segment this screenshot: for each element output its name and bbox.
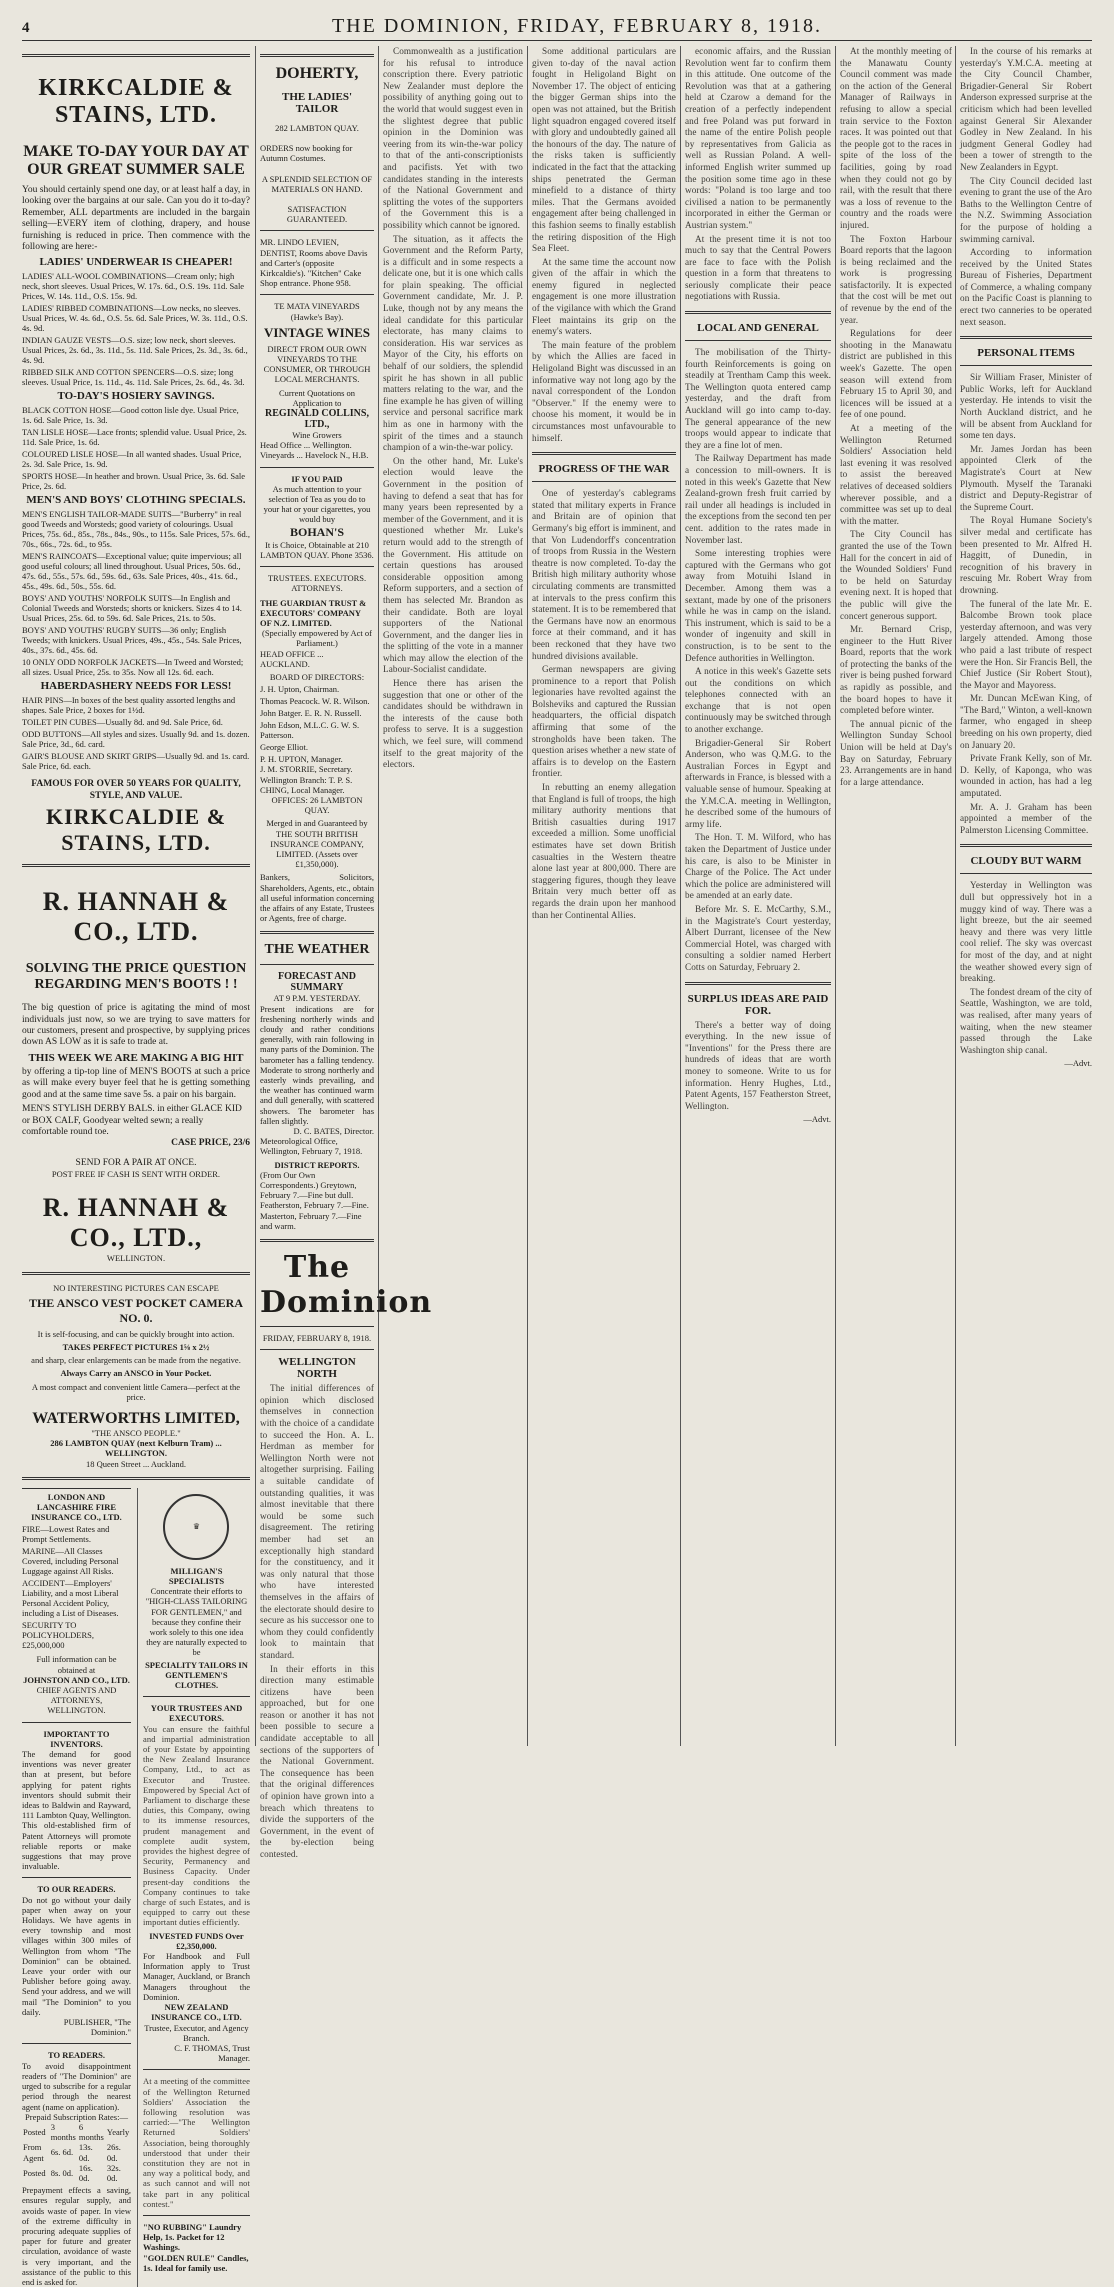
- column-4: [532, 46, 676, 1746]
- weather-time: AT 9 P.M. YESTERDAY.: [273, 993, 361, 1004]
- weather-sub: FORECAST AND SUMMARY: [278, 971, 356, 994]
- ansco-address: 286 LAMBTON QUAY (next Kelburn Tram) ... WELLINGTON.: [50, 1438, 222, 1459]
- guardian-merged: Merged in and Guaranteed by THE SOUTH BRITISH INSURANCE COMPANY, LIMITED. (Assets over £1,350,000).: [266, 818, 368, 870]
- london-lancashire-info: Full information can be obtained at: [36, 1654, 117, 1675]
- cloudy-head: CLOUDY BUT WARM: [970, 855, 1082, 868]
- column-rule: [255, 46, 256, 1746]
- column-5-text-top: economic affairs, and the Russian Revolution went far to confirm them in this attitude. One outcome of the Revolution was that at a gathering held at Czarow a demand for the creation of a perfectly independent and free Poland was put forward in the name of the entire Polish people by representatives from Galicia as well as Russian Poland. A well-informed English writer summed up the position some time ago in these words: "Poland is too large and too civilised a nation to be permanently incorporated in either the German or Austrian system." At the present time it is not too much to say that the Central Powers are face to face with the Polish question in a form that threatens to seriously complicate their peace negotiations with Russia.: [685, 46, 831, 302]
- public-trust-head: YOUR TRUSTEES AND EXECUTORS.: [150, 1703, 243, 1724]
- inventors-body: The demand for good inventions was never greater than at present, but before applying for patent rights inventors should submit their ideas to Baldwin and Rayward, 111 Lambton Quay, Wellington. This old-established firm of Patent Attorneys will promote reliable reports or make suggestions that may prove invaluable.: [22, 1749, 131, 1872]
- guardian-director: Thomas Peacock. W. R. Wilson.: [260, 696, 370, 707]
- bohan-head: IF YOU PAID: [291, 473, 343, 484]
- kirkcaldie-name: KIRKCALDIE & STAINS, LTD.: [38, 75, 234, 128]
- readers2-rates-head: Prepaid Subscription Rates:—: [25, 2111, 128, 2122]
- vineyards-firm: REGINALD COLLINS, LTD.,: [265, 408, 369, 431]
- left-ad-column: [22, 46, 251, 2287]
- doherty-orders: ORDERS now booking for Autumn Costumes.: [260, 143, 353, 164]
- rsa-meeting-text: At a meeting of the committee of the Wellington Returned Soldiers' Association the following resolution was carried:—"The Wellington Returned Soldiers' Association, being thoroughly understood that under their constitution they are not in any way a political body, and as such cannot and will not take part in any political contest.": [142, 2076, 250, 2209]
- weather-district: DISTRICT REPORTS.: [274, 1159, 360, 1170]
- kirkcaldie-section-men: MEN'S AND BOYS' CLOTHING SPECIALS.: [26, 494, 246, 507]
- vineyards-title: VINTAGE WINES: [263, 324, 371, 340]
- hannah-headline: SOLVING THE PRICE QUESTION REGARDING MEN'S BOOTS ! !: [25, 961, 247, 993]
- kirkcaldie-footer-name: KIRKCALDIE & STAINS, LTD.: [45, 804, 227, 856]
- column-rule: [835, 46, 836, 1746]
- rates-cell: Posted: [23, 2127, 46, 2137]
- rates-cell: 6s. 6d.: [50, 2147, 74, 2158]
- rates-cell: 13s. 0d.: [78, 2142, 93, 2163]
- guardian-director: J. H. Upton, Chairman.: [260, 684, 340, 695]
- doherty-selection: A SPLENDID SELECTION OF MATERIALS ON HAND.: [261, 173, 373, 194]
- column-4-text-top: Some additional particulars are given to-day of the naval action fought in Heligoland Bight on November 17. The object of enticing the bigger German ships into the open was not attained, but the British light squadron engaged covered itself with glory and undoubtedly gained all the honours of the day. The nature of the risks taken is sufficiently indicated in the fact that the attacking ships penetrated the German minefield to a distance of thirty miles. That the Germans avoided engagement after being challenged in this fashion seems to finally establish the retiring disposition of the High Sea Fleet. At the same time the account now given of the affair in which the enemy figured in neglected engagement is one more illustration of the vigilance with which the Grand Fleet maintains its grip on the enemy's waters. The main feature of the problem by which the Allies are faced in Heligoland Bight was discussed in an informative way not long ago by the naval correspondent of the London "Observer." If the enemy were to choose his moment, it would be in circumstances most unfavourable to himself.: [532, 46, 676, 443]
- kirkcaldie-haber-item: HAIR PINS—In boxes of the best quality assorted lengths and shapes. Sale Price, 2 boxes for 1½d.: [22, 695, 236, 716]
- hannah-offer: MEN'S STYLISH DERBY BALS. in either GLACE KID or BOX CALF, Goodyear welted sewn; a really comfortable round toe.: [22, 1104, 242, 1137]
- doherty-satisfaction: SATISFACTION GUARANTEED.: [286, 204, 348, 225]
- kirkcaldie-headline: MAKE TO-DAY YOUR DAY AT OUR GREAT SUMMER SALE: [23, 143, 249, 178]
- column-6-text: At the monthly meeting of the Manawatu County Council comment was made on the action of the General Manager of Railways in refusing to allow a special train service to the Foxton races. It was pointed out that the people got to the races in spite of the loss of the facilities, going by road when they could not go by rail, with the result that there was a loss of revenue to the country and the roads were injured. The Foxton Harbour Board reports that the lagoon is being reclaimed and the work is progressing satisfactorily. It is expected that the cost will be met out of revenue by the end of the year. Regulations for deer shooting in the Manawatu district are published in this week's Gazette. The open season will extend from February 15 to April 30, and licences will be issued at a fee of one pound. At a meeting of the Wellington Returned Soldiers' Association held last evening it was resolved to assist the bereaved relatives of deceased soldiers wherever possible, and a committee was set up to deal with the matter. The City Council has granted the use of the Town Hall for the concert in aid of the Wounded Soldiers' Fund to be held on Saturday evening next. It is hoped that the public will give the concert generous support. Mr. Bernard Crisp, engineer to the Hutt River Board, reports that the work of protecting the banks of the river is being pushed forward as rapidly as possible, and the board hopes to have it completed before winter. The annual picnic of the Wellington Sunday School Union will be held at Day's Bay on Saturday, February 23. Arrangements are in hand for a large attendance.: [840, 46, 952, 787]
- page-number: 4: [22, 20, 30, 36]
- lower-left-split: [22, 1488, 250, 2287]
- column-2: [260, 46, 433, 1859]
- cloudy-text: Yesterday in Wellington was dull but oppressively hot in a muggy kind of way. There was a light breeze, but the air seemed heavy and there was very little cool relief. The sky was overcast for most of the day, and at night the weather showed every sign of breaking. The fondest dream of the city of Seattle, Washington, we are told, was realised, after many years of waiting, when the new steamer passed through the Lake Washington ship canal.: [960, 880, 1092, 1055]
- column-rule: [955, 46, 956, 1746]
- london-lancashire-line: MARINE—All Classes Covered, including Personal Luggage against All Risks.: [22, 1546, 119, 1577]
- guardian-director: John Edson, M.L.C. G. W. S. Patterson.: [260, 720, 360, 741]
- guardian-office: HEAD OFFICE ... AUCKLAND.: [260, 648, 324, 669]
- public-trust-sign: C. F. THOMAS, Trust Manager.: [174, 2042, 250, 2064]
- rates-cell: 6 months: [78, 2121, 104, 2143]
- london-lancashire-line: FIRE—Lowest Rates and Prompt Settlements.: [22, 1524, 110, 1545]
- kirkcaldie-hosiery-item: COLOURED LISLE HOSE—In all wanted shades. Usual Price, 2s. 3d. Sale Price, 1s. 9d.: [22, 449, 242, 470]
- ansco-pre: NO INTERESTING PICTURES CAN ESCAPE: [53, 1282, 219, 1293]
- wanted-advt: —Advt.: [803, 1114, 831, 1125]
- guardian-offices: OFFICES: 26 LAMBTON QUAY.: [271, 794, 363, 816]
- kirkcaldie-ladies-list: [22, 271, 250, 387]
- london-lancashire-line: ACCIDENT—Employers' Liability, and a most Liberal Personal Accident Policy, including a List of Diseases.: [22, 1578, 119, 1619]
- hannah-body: by offering a tip-top line of MEN'S BOOTS at such a price as will make every buyer feel that he is getting something good and at the same time save 5s. a pair on his bargain.: [22, 1066, 250, 1100]
- dominion-date: FRIDAY, FEBRUARY 8, 1918.: [262, 1333, 372, 1344]
- public-trust-firm: NEW ZEALAND INSURANCE CO., LTD.: [151, 2002, 242, 2023]
- kirkcaldie-haber-item: TOILET PIN CUBES—Usually 8d. and 9d. Sale Price, 6d.: [22, 717, 223, 728]
- weather-head: THE WEATHER: [264, 942, 370, 958]
- guardian-director: George Elliot.: [260, 742, 308, 753]
- guardian-directors: [260, 684, 374, 752]
- readers2-body: To avoid disappointment readers of "The Dominion" are urged to subscribe for a regular period through the nearest agent (name on application).: [22, 2060, 131, 2112]
- kirkcaldie-section-ladies: LADIES' UNDERWEAR IS CHEAPER!: [39, 256, 233, 269]
- rates-row: [22, 2163, 131, 2183]
- ansco-firm-sub: "THE ANSCO PEOPLE.": [91, 1427, 181, 1438]
- kirkcaldie-intro: You should certainly spend one day, or at least half a day, in looking over the bargains at our sale. Can you do it to-day? Remember, ALL departments are included in the bargain selling—EVERY item of clothing, drapery, and house furnishing is reduced in price. Then commence with the following are here:-: [22, 185, 250, 253]
- column-3: [383, 46, 523, 1746]
- wanted-text: There's a better way of doing everything. In the new issue of "Inventions" for the Press there are hundreds of ideas that are worth money to someone. Write to us for information. Henry Hughes, Ltd., Patent Agents, 157 Featherston Street, Wellington.: [685, 1019, 831, 1111]
- weather-office: Meteorological Office, Wellington, February 7, 1918.: [260, 1136, 363, 1157]
- london-lancashire-lines: [22, 1524, 131, 1650]
- kirkcaldie-hosiery-item: SPORTS HOSE—In heather and brown. Usual Price, 3s. 6d. Sale Price, 2s. 6d.: [22, 471, 246, 492]
- personal-text: Sir William Fraser, Minister of Public Works, left for Auckland yesterday. He intends to visit the North Auckland district, and he will be absent from Auckland for some ten days. Mr. James Jordan has been appointed Clerk of the Magistrate's Court at New Plymouth. Myself the Taranaki district and Deputy-Registrar of the Supreme Court. The Royal Humane Society's silver medal and certificate has been presented to Mr. Alfred H. Haggitt, of Dunedin, in recognition of his bravery in rescuing Mr. Robert Wray from drowning. The funeral of the late Mr. E. Balcombe Brown took place yesterday afternoon, and was very largely attended. Among those who paid a last tribute of respect were the Hon. Sir Francis Bell, the Chief Justice (Sir Robert Stout), the Mayor and Mayoress. Mr. Duncan McEwan King, of "The Bard," Winton, a well-known farmer, who engaged in sheep breeding on his own property, died on January 20. Private Frank Kelly, son of Mr. D. Kelly, of Kaponga, who was wounded in action, has had a leg amputated. Mr. A. J. Graham has been appointed a member of the Palmerston Licensing Committee.: [960, 372, 1092, 835]
- bohan-more: It is Choice, Obtainable at 210 LAMBTON QUAY. Phone 3536.: [260, 539, 374, 560]
- london-lancashire-agents: JOHNSTON AND CO., LTD.: [23, 1674, 130, 1685]
- vineyards-quotes: Current Quotations on Application to: [278, 387, 356, 408]
- public-trust-firm-sub: Trustee, Executor, and Agency Branch.: [144, 2022, 249, 2043]
- kirkcaldie-hosiery-list: [22, 405, 250, 491]
- hannah-footer-name: R. HANNAH & CO., LTD.,: [42, 1193, 230, 1253]
- kirkcaldie-section-haber: HABERDASHERY NEEDS FOR LESS!: [40, 680, 232, 693]
- vineyards-head: TE MATA VINEYARDS (Hawke's Bay).: [274, 301, 360, 322]
- hannah-name: R. HANNAH & CO., LTD.: [42, 887, 230, 947]
- progress-head: PROGRESS OF THE WAR: [538, 463, 670, 476]
- readers-body: Do not go without your daily paper when away on your Holidays. We have agents in every township and most villages within 300 miles of Wellington from whom "The Dominion" can be obtained. Leave your order with our Publisher before going away. Send your address, and we will mail "The Dominion" to you daily.: [22, 1894, 131, 2017]
- ansco-firm: WATERWORTHS LIMITED,: [32, 1409, 240, 1427]
- rates-row: [22, 2122, 131, 2142]
- guardian-wellington: Wellington Branch: T. P. S. CHING, Local Manager.: [260, 774, 353, 795]
- kirkcaldie-men-item: BOYS' AND YOUTHS' RUGBY SUITS—36 only; English Tweeds; with knickers. Usual Prices, 49s., 45s., 54s. Sale Prices, 40s., 37s. 6d., 45s. 6d.: [22, 625, 242, 656]
- kirkcaldie-ladies-item: LADIES' RIBBED COMBINATIONS—Low necks, no sleeves. Usual Prices, W. 4s. 6d., O.S. 5s. 6d. Sale Prices, W. 3s. 11d., O.S. 4s. 9d.: [22, 303, 248, 334]
- dentist-body: MR. LINDO LEVIEN, DENTIST, Rooms above Davis and Carter's (opposite Kirkcaldie's). "Kitchen" Cake Shop entrance. Phone 958.: [260, 237, 368, 289]
- ansco-name: THE ANSCO VEST POCKET CAMERA NO. 0.: [28, 1295, 244, 1325]
- guardian-name: THE GUARDIAN TRUST & EXECUTORS' COMPANY OF N.Z. LIMITED.: [260, 597, 367, 628]
- vineyards-direct: DIRECT FROM OUR OWN VINEYARDS TO THE CONSUMER, OR THROUGH LOCAL MERCHANTS.: [263, 343, 371, 385]
- column-rule: [378, 46, 379, 1746]
- guardian-top: TRUSTEES. EXECUTORS. ATTORNEYS.: [267, 573, 367, 594]
- wanted-head: SURPLUS IDEAS ARE PAID FOR.: [687, 992, 829, 1017]
- rates-cell: From Agent: [23, 2142, 44, 2163]
- ansco-line3: and sharp, clear enlargements can be made from the negative.: [31, 1355, 241, 1366]
- guardian-sub: (Specially empowered by Act of Parliament.): [262, 628, 372, 649]
- hannah-send: SEND FOR A PAIR AT ONCE.: [75, 1157, 197, 1168]
- public-trust-funds: INVESTED FUNDS Over £2,350,000.: [149, 1930, 244, 1951]
- milligan-seal-icon: ♛: [163, 1494, 229, 1560]
- hannah-footer-city: WELLINGTON.: [106, 1253, 166, 1264]
- column-rule: [527, 46, 528, 1746]
- london-lancashire-line: SECURITY TO POLICYHOLDERS, £25,000,000: [22, 1620, 95, 1651]
- column-5: [685, 46, 831, 1746]
- readers-head: TO OUR READERS.: [37, 1884, 116, 1895]
- guardian-director: John Batger. E. R. N. Russell.: [260, 708, 362, 719]
- hannah-price: CASE PRICE, 23/6: [171, 1138, 250, 1149]
- readers-sign: PUBLISHER, "The Dominion.": [63, 2017, 131, 2038]
- column-6: [840, 46, 952, 1746]
- london-lancashire-name: LONDON AND LANCASHIRE FIRE INSURANCE CO., LTD.: [22, 1488, 131, 1523]
- ansco-line4: Always Carry an ANSCO in Your Pocket.: [60, 1368, 212, 1379]
- rates-cell: 32s. 0d.: [106, 2162, 121, 2183]
- rates-row: [22, 2142, 131, 2162]
- ansco-address2: 18 Queen Street ... Auckland.: [85, 1458, 187, 1469]
- weather-district-body: (From Our Own Correspondents.) Greytown, February 7.—Fine but dull. Featherston, February 7.—Fine. Masterton, February 7.—Fine and warm.: [260, 1169, 369, 1231]
- doherty-name: DOHERTY,: [275, 65, 359, 82]
- lower-left-b: [137, 1488, 250, 2287]
- kirkcaldie-hosiery-item: TAN LISLE HOSE—Lace fronts; splendid value. Usual Price, 2s. 11d. Sale Price, 1s. 6d.: [22, 427, 247, 448]
- kirkcaldie-ladies-item: LADIES' ALL-WOOL COMBINATIONS—Cream only; high neck, short sleeves. Usual Prices, W. 17s. 6d., O.S. 19s. 11d. Sale Prices, W. 14s. 11d., O.S. 15s. 9d.: [22, 271, 245, 302]
- readers2-head: TO READERS.: [47, 2050, 105, 2061]
- bohan-body: As much attention to your selection of Tea as you do to your hat or your cigarettes, you would buy: [263, 483, 371, 525]
- page-title: THE DOMINION, FRIDAY, FEBRUARY 8, 1918.: [331, 15, 823, 37]
- rates-cell: 16s. 0d.: [78, 2162, 93, 2183]
- dominion-title: The Dominion: [260, 1250, 433, 1321]
- guardian-manager: P. H. UPTON, Manager.: [260, 754, 343, 765]
- weather-body: Present indications are for freshening northerly winds and cloudy and rather conditions generally, with rain following in many parts of the Dominion. The barometer has a falling tendency. Moderate to strong northerly and easterly winds prevailing, and the weather has continued warm and dull generally, with scattered showers. The barometer has fallen slightly.: [260, 1003, 374, 1126]
- bohan-brand: BOHAN'S: [289, 524, 344, 539]
- hannah-intro: The big question of price is agitating the mind of most individuals just now, so we are trying to save matters for our customers, present and prospective, by supplying prices down AS LOW as it is safe to trade at.: [22, 1003, 250, 1048]
- kirkcaldie-haber-item: ODD BUTTONS—All styles and sizes. Usually 9d. and 1s. dozen. Sale Price, 3d., 6d. card.: [22, 729, 250, 750]
- readers2-note: Prepayment effects a saving, ensures regular supply, and avoids waste of paper. In view of the extreme difficulty in procuring adequate supplies of paper for future and greater circulation, avoidance of waste is very important, and the assistance of the public to this end is asked for.: [22, 2185, 131, 2287]
- milligan-tag: SPECIALITY TAILORS IN GENTLEMEN'S CLOTHES.: [145, 1659, 248, 1690]
- rates-cell: 3 months: [50, 2121, 76, 2143]
- kirkcaldie-haber-item: GAIR'S BLOUSE AND SKIRT GRIPS—Usually 9d. and 1s. card. Sale Price, 6d. each.: [22, 751, 250, 772]
- kirkcaldie-ladies-item: RIBBED SILK AND COTTON SPENCERS—O.S. size; long sleeves. Usual Price, 1s. 11d., 4s. 11d. Sale Prices, 2s. 6d., 4s. 3d.: [22, 367, 245, 388]
- cloudy-advt: —Advt.: [1064, 1058, 1092, 1069]
- kirkcaldie-section-hosiery: TO-DAY'S HOSIERY SAVINGS.: [57, 390, 215, 403]
- doherty-line1: THE LADIES' TAILOR: [282, 91, 352, 115]
- column-7-text-top: In the course of his remarks at yesterday's Y.M.C.A. meeting at the City Council Chamber, Brigadier-General Sir Robert Anderson expressed surprise at the criticism which had been levelled against General Sir Alexander Godley in New Zealand. In his judgment General Godley had been a tower of strength to the New Zealanders in Egypt. The City Council decided last evening to grant the use of the Aro Baths to the Wellington Centre of the N.Z. Swimming Association for the purpose of holding a swimming carnival. According to information received by the United States Bureau of Fisheries, Department of Commerce, a whaling company on the Pacific Coast is planning to erect two canneries to be operated next season.: [960, 46, 1092, 327]
- rubbing-head: "NO RUBBING" Laundry Help, 1s. Packet for 12 Washings.: [142, 2221, 242, 2253]
- weather-sign: D. C. BATES, Director.: [293, 1126, 374, 1137]
- local-head: LOCAL AND GENERAL: [697, 322, 819, 335]
- ansco-line2: TAKES PERFECT PICTURES 1⅝ x 2½: [62, 1341, 210, 1352]
- kirkcaldie-haber-list: [22, 695, 250, 771]
- lower-left-a: [22, 1488, 131, 2287]
- guardian-tail: Bankers, Solicitors, Shareholders, Agents, etc., obtain all useful information concerning the affairs of any Estate, Trustees or Agents, free of charge.: [260, 872, 375, 924]
- kirkcaldie-ladies-item: INDIAN GAUZE VESTS—O.S. size; low neck, short sleeves. Usual Prices, 2s. 6d., 3s. 11d., 5s. 11d. Sale Prices, 2s. 3d., 3s. 6d., 4s. 9d.: [22, 335, 248, 366]
- rates-cell: 26s. 0d.: [106, 2142, 121, 2163]
- milligan-sub: Concentrate their efforts to "HIGH-CLASS TAILORING FOR GENTLEMEN," and because they confine their work solely to this one idea they are naturally expected to be: [145, 1586, 248, 1658]
- vineyards-vineyards: Vineyards ... Havelock N., H.B.: [260, 450, 369, 461]
- london-lancashire-agents-sub: CHIEF AGENTS AND ATTORNEYS, WELLINGTON.: [36, 1684, 117, 1716]
- vineyards-office: Head Office ... Wellington.: [260, 440, 352, 451]
- kirkcaldie-footer: FAMOUS FOR OVER 50 YEARS FOR QUALITY, STYLE, AND VALUE.: [31, 779, 241, 801]
- public-trust-more: For Handbook and Full Information apply to Trust Manager, Auckland, or Branch Managers throughout the Dominion.: [142, 1951, 250, 2002]
- public-trust-text: You can ensure the faithful and impartial administration of your Estate by appointing the New Zealand Insurance Company, Ltd., to act as Executor and Trustee. Empowered by Special Act of Parliament to discharge these duties, this Company, owing to its immense resources, prudent management and complete audit system, provides the highest degree of Security, Permanency and Business Capacity. Under present-day conditions the Company continues to take charge of such Estates, and is equipped to carry out these important duties efficiently.: [142, 1723, 250, 1928]
- rates-cell: Posted: [23, 2167, 46, 2178]
- guardian-secretary: J. M. STORRIE, Secretary.: [260, 764, 353, 775]
- hannah-sub: THIS WEEK WE ARE MAKING A BIG HIT: [28, 1051, 244, 1064]
- ansco-line1: It is self-focusing, and can be quickly brought into action.: [37, 1328, 235, 1339]
- kirkcaldie-men-item: MEN'S RAINCOATS—Exceptional value; quite impervious; all good useful colours; all lined throughout. Usual Prices, 50s. 6d., 47s. 6d., 55s., 57s. 6d., 59s. 6d., 63s. Sale Prices, 40s., 41s. 6d., 45s., 49s. 6d., 50s., 55s. 6d.: [22, 551, 242, 592]
- milligan-head: MILLIGAN'S SPECIALISTS: [168, 1565, 225, 1586]
- wellington-north-text: The initial differences of opinion which disclosed themselves in connection with the choice of a candidate to succeed the Hon. A. L. Herdman as member for Wellington North were not altogether surprising. Failing a suitable candidate of outstanding qualities, it was almost inevitable that there would be some such disagreement. The retiring member had set an exceptionally high standard for the constituency, and it was only natural that those who have interested themselves in the affairs of the electorate should desire to secure as his successor one to whom they could confidently look to maintain that standard. In their efforts in this direction many estimable citizens have been approached, but for one reason or another it has not been possible to secure a candidate acceptable to all sections of the supporters of the National Government. The consequence has been that the original differences of opinion have grown into a breach which threatens to divide the supporters of the Government, in the event of the by-election being contested.: [260, 1383, 374, 1859]
- subscription-rates-table: [22, 2122, 131, 2183]
- vineyards-firm-sub: Wine Growers: [292, 430, 342, 441]
- column-3-text-top: Commonwealth as a justification for his refusal to introduce conscription there. Every patriotic New Zealander must deplore the possibility of anything going out to the world that would suggest even in the slightest degree that public opinion in the Dominion was veering from its win-the-war policy to that of the anti-conscriptionists and pacifists. Yet with two candidates standing in the interests of the National Government and splitting the votes of the supporters of the Government this is a possibility which cannot be ignored. The situation, as it affects the Government and the Reform Party, is a difficult and in some respects a delicate one, but it is one which calls for plain speaking. The official Government candidate, Mr. J. P. Luke, though not by any means the ideal candidate for this particular electorate, has many claims to consideration. His war services as Mayor of the City, his efforts on behalf of our soldiers, the splendid spirit he has shown in all public matters relating to the war, and the fine example he has given of willing service and personal sacrifice mark him as one in harmony with the spirit of the times and a staunch champion of a win-the-war policy. On the other hand, Mr. Luke's election would leave the Government in the position of having to defend a seat that has for many years been represented by a member of the Government, and it is questioned whether Mr. Luke's return would add to the strength of the Government. His attitude on certain questions has aroused considerable opposition among Reform supporters, and a section of them has selected Mr. Brandon as their candidate. Both are loyal supporters of the National Government, and the danger lies in the splitting of the vote in a manner which may allow the election of the Labour-Socialist candidate. Hence there has arisen the suggestion that one or other of the candidates should be withdrawn in the interests of the cause both profess to serve. It is a suggestion which, we feel sure, will commend itself to the great majority of the electors.: [383, 46, 523, 770]
- kirkcaldie-men-item: MEN'S ENGLISH TAILOR-MADE SUITS—"Burberry" in real good Tweeds and Worsteds; good variety of colourings. Usual Prices, 75s. 6d., 85s., 78s., 84s., 90s., to 115s. Sale Prices, 57s. 6d., 70s., 66s., 72s. 6d., to 95s.: [22, 509, 251, 550]
- local-text: The mobilisation of the Thirty-fourth Reinforcements is going on steadily at Trentham Camp this week. The Wellington quota entered camp yesterday, and the draft from Auckland will go into camp to-day. The general appearance of the new troops would appear to indicate that they are a fine lot of men. The Railway Department has made a concession to mill-owners. It is noted in this week's Gazette that New Zealand-grown fresh fruit carried by rail under all headings is included in the exceptions from the second ten per cent. addition to the rates made in November last. Some interesting trophies were captured with the Germans who got away from Motuihi Island in December. Among them was a sextant, made by one of the prisoners while he was in camp on the island. This instrument, which is said to be a wonder of ingenuity and skill in construction, is to be sent to the Defence authorities in Wellington. A notice in this week's Gazette sets out the conditions on which telephones connected with an exchange that is not open continuously may be switched through to another exchange. Brigadier-General Sir Robert Anderson, who was Q.M.G. to the Australian Forces in Egypt and afterwards in France, is blessed with a valuable sense of humour. Speaking at the Y.M.C.A. meeting in Wellington, he described some of the humours of army life. The Hon. T. M. Wilford, who has taken the Department of Justice under his care, is also to be Minister in Charge of the Police. The Act under which the police are administered will be amended at an early date. Before Mr. S. E. McCarthy, S.M., in the Magistrate's Court yesterday, Albert Durrant, licensee of the New Commercial Hotel, was charged with consulting a soldier named Herbert Cotts on Saturday, February 2.: [685, 347, 831, 972]
- column-rule: [680, 46, 681, 1746]
- ansco-line5: A most compact and convenient little Camera—perfect at the price.: [31, 1381, 241, 1402]
- rubbing-head2: "GOLDEN RULE" Candles, 1s. Ideal for family use.: [142, 2252, 249, 2273]
- hannah-post: POST FREE IF CASH IS SENT WITH ORDER.: [51, 1169, 221, 1180]
- inventors-head: IMPORTANT TO INVENTORS.: [43, 1728, 110, 1749]
- progress-text: One of yesterday's cablegrams stated that military experts in France and Britain are of opinion that Germany's big effort is imminent, and that Von Ludendorff's concentration of troops from Russia in the Western theatre is now completed. To-day the British high military authority whose circulating comments are transmitted at intervals to the press confirm this statement. It is to be remembered that the Germans have now an enormous force at their command, and it has been reckoned that they have two hundred divisions available. German newspapers are giving prominence to a report that Polish legionaries have revolted against the Bolsheviks and captured the Russian headquarters, the official dispatch affirming that some of the strongholds have been taken. The question arises whether a new state of affairs is to develop on the Eastern frontier. In rebutting an enemy allegation that England is full of troops, the high military authority mentions that British casualties during 1917 exceeded a million. Some unofficial estimates have set down British casualties in the Western theatre alone last year at 800,000. There are staggering figures, though they leave Britain very much better off as regards the drain upon her manhood than her Continental Allies.: [532, 488, 676, 920]
- wellington-north-head: WELLINGTON NORTH: [278, 1356, 356, 1381]
- personal-head: PERSONAL ITEMS: [977, 347, 1075, 360]
- column-7: [960, 46, 1092, 1746]
- kirkcaldie-men-item: BOYS' AND YOUTHS' NORFOLK SUITS—In English and Colonial Tweeds and Worsteds; shorts or knickers. Sizes 4 to 14. Usual Prices, 25s. 6d. to 59s. 6d. Sale Prices, 21s. to 50s.: [22, 593, 242, 624]
- masthead: [22, 14, 1092, 41]
- kirkcaldie-men-item: 10 ONLY ODD NORFOLK JACKETS—In Tweed and Worsted; all sizes. Usual Price, 25s. to 35s. Now all 12s. 6d. each.: [22, 657, 244, 678]
- doherty-address: 282 LAMBTON QUAY.: [275, 123, 359, 133]
- rates-cell: 8s. 0d.: [50, 2167, 74, 2178]
- guardian-board: BOARD OF DIRECTORS:: [269, 671, 365, 682]
- kirkcaldie-hosiery-item: BLACK COTTON HOSE—Good cotton lisle dye. Usual Price, 1s. 6d. Sale Price, 1s. 3d.: [22, 405, 239, 426]
- rates-cell: Yearly: [106, 2127, 130, 2137]
- kirkcaldie-men-list: [22, 509, 250, 677]
